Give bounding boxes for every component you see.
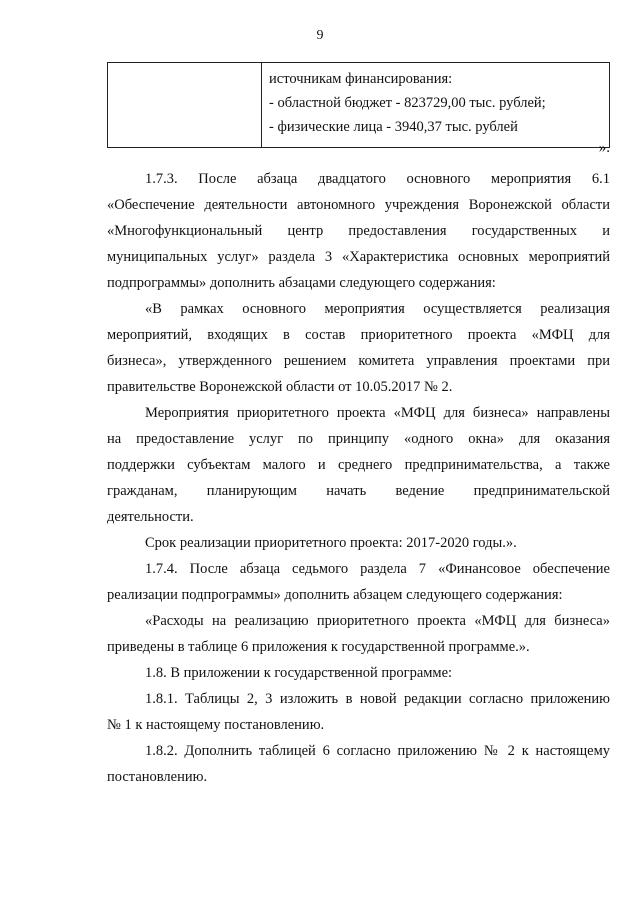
text-line: «Обеспечение деятельности автономного учреждения Воронежской области xyxy=(107,197,610,213)
closing-quote: ». xyxy=(598,140,610,156)
text-line: «Многофункциональный центр предоставления государственных и xyxy=(107,223,610,239)
text-line: Мероприятия приоритетного проекта «МФЦ для бизнеса» направлены xyxy=(145,405,610,421)
paragraph xyxy=(107,556,610,608)
paragraph xyxy=(107,660,610,686)
paragraph xyxy=(107,530,610,556)
paragraph xyxy=(107,608,610,660)
text-line: гражданам, планирующим начать ведение предпринимательской xyxy=(107,483,610,499)
regional-budget-line: - областной бюджет - 823729,00 тыс. рублей; xyxy=(269,95,546,111)
text-line: правительстве Воронежской области от 10.05.2017 № 2. xyxy=(107,379,453,395)
paragraph xyxy=(107,400,610,530)
text-line: подпрограммы» дополнить абзацами следующего содержания: xyxy=(107,275,496,291)
text-line: постановлению. xyxy=(107,769,208,785)
text-line: 1.8.1. Таблицы 2, 3 изложить в новой редакции согласно приложению xyxy=(145,691,610,707)
document-body xyxy=(107,166,610,790)
table-cell-empty xyxy=(108,63,262,148)
page-number: 9 xyxy=(316,28,324,43)
text-line: приведены в таблице 6 приложения к государственной программе.». xyxy=(107,639,530,655)
text-line: мероприятий, входящих в состав приоритетного проекта «МФЦ для xyxy=(107,327,610,343)
text-line: 1.8. В приложении к государственной программе: xyxy=(145,665,453,681)
text-line: бизнеса», утвержденного решением комитета управления проектами при xyxy=(107,353,610,369)
individuals-line: - физические лица - 3940,37 тыс. рублей xyxy=(269,119,518,135)
paragraph xyxy=(107,296,610,400)
text-line: реализации подпрограммы» дополнить абзацем следующего содержания: xyxy=(107,587,563,603)
text-line: 1.7.3. После абзаца двадцатого основного мероприятия 6.1 xyxy=(145,171,610,187)
text-line: муниципальных услуг» раздела 3 «Характеристика основных мероприятий xyxy=(107,249,610,265)
financing-table xyxy=(107,62,610,148)
paragraph xyxy=(107,738,610,790)
text-line: Срок реализации приоритетного проекта: 2017-2020 годы.». xyxy=(145,535,517,551)
financing-sources-heading: источникам финансирования: xyxy=(269,71,453,87)
text-line: 1.8.2. Дополнить таблицей 6 согласно приложению № 2 к настоящему xyxy=(145,743,610,759)
text-line: поддержки субъектам малого и среднего предпринимательства, а также xyxy=(107,457,610,473)
text-line: «Расходы на реализацию приоритетного проекта «МФЦ для бизнеса» xyxy=(145,613,610,629)
text-line: деятельности. xyxy=(107,509,194,525)
text-line: на предоставление услуг по принципу «одного окна» для оказания xyxy=(107,431,610,447)
table-row xyxy=(108,63,610,148)
table-cell-financing-sources xyxy=(262,63,610,148)
text-line: 1.7.4. После абзаца седьмого раздела 7 «Финансовое обеспечение xyxy=(145,561,610,577)
paragraph xyxy=(107,686,610,738)
text-line: «В рамках основного мероприятия осуществляется реализация xyxy=(145,301,610,317)
paragraph xyxy=(107,166,610,296)
text-line: № 1 к настоящему постановлению. xyxy=(107,717,325,733)
